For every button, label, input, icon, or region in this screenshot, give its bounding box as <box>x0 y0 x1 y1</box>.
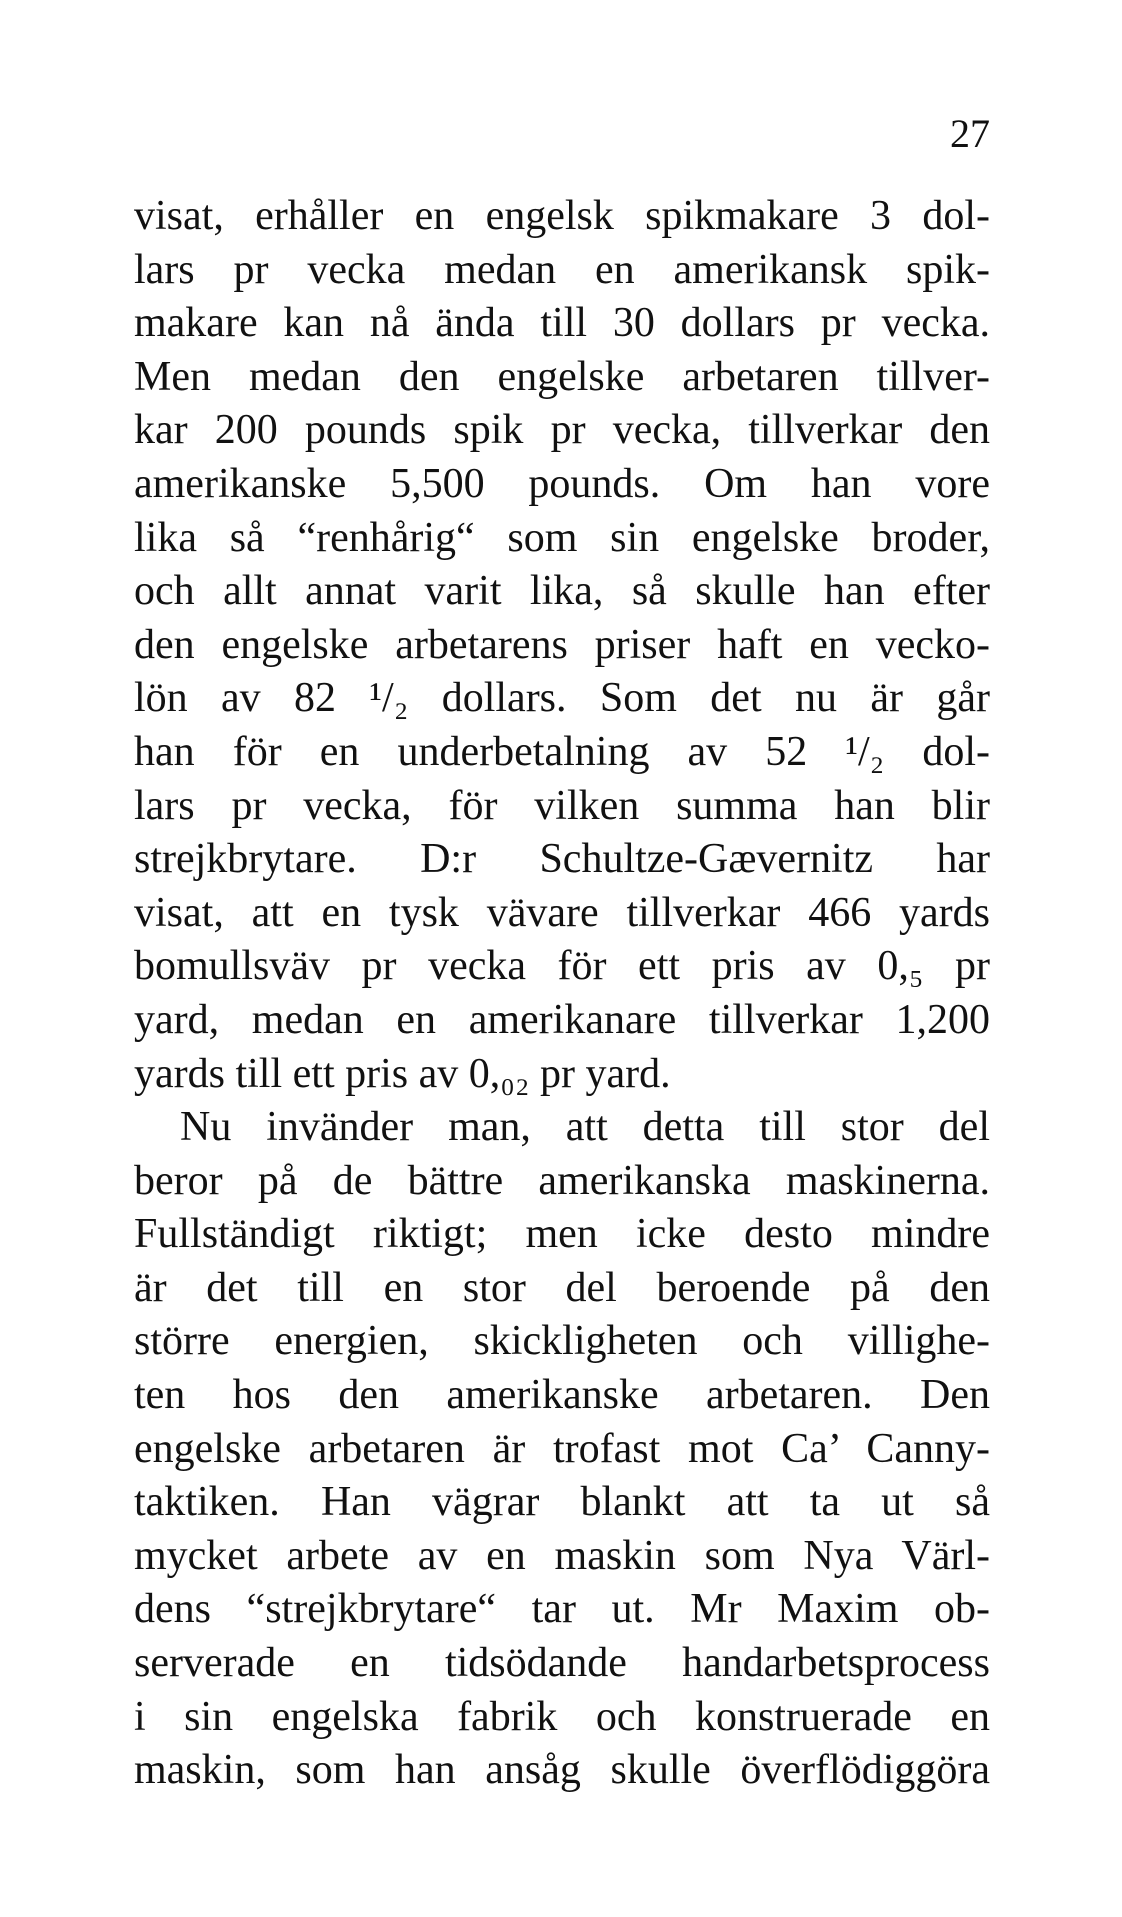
text-line: visat, erhåller en engelsk spikmakare 3 dol- <box>134 193 990 239</box>
text-line: i sin engelska fabrik och konstruerade en <box>134 1693 990 1740</box>
text-line: serverade en tidsödande handarbetsprocess <box>134 1640 990 1687</box>
text-line: Men medan den engelske arbetaren tillver- <box>134 353 990 400</box>
text-line: större energien, skickligheten och villighe- <box>134 1318 990 1365</box>
text-line: den engelske arbetarens priser haft en vecko- <box>134 621 990 668</box>
text-line: strejkbrytare. D:r Schultze-Gævernitz har <box>134 836 990 883</box>
text-line: beror på de bättre amerikanska maskinerna. <box>134 1157 990 1204</box>
body-text <box>134 190 990 1798</box>
text-line: Fullständigt riktigt; men icke desto mindre <box>134 1211 990 1258</box>
text-line: taktiken. Han vägrar blankt att ta ut så <box>134 1479 990 1526</box>
page-number: 27 <box>950 111 990 156</box>
text-line: lars pr vecka medan en amerikansk spik- <box>134 246 990 293</box>
text-line: bomullsväv pr vecka för ett pris av 0,₅ pr <box>134 943 990 990</box>
text-line: lika så “renhårig“ som sin engelske broder, <box>134 514 990 561</box>
text-line: engelske arbetaren är trofast mot Ca’ Canny- <box>134 1425 990 1472</box>
text-line: ten hos den amerikanske arbetaren. Den <box>134 1372 990 1419</box>
text-line: mycket arbete av en maskin som Nya Värl- <box>134 1532 990 1579</box>
text-line: är det till en stor del beroende på den <box>134 1264 990 1311</box>
text-line: makare kan nå ända till 30 dollars pr vecka. <box>134 300 990 347</box>
text-line: lön av 82 ¹/₂ dollars. Som det nu är går <box>134 675 990 722</box>
text-line: dens “strejkbrytare“ tar ut. Mr Maxim ob- <box>134 1586 990 1633</box>
text-line: maskin, som han ansåg skulle överflödiggöra <box>134 1747 990 1794</box>
text-line: han för en underbetalning av 52 ¹/₂ dol- <box>134 728 990 775</box>
text-line: lars pr vecka, för vilken summa han blir <box>134 782 990 829</box>
paragraph-start-line: Nu invänder man, att detta till stor del <box>180 1104 990 1151</box>
text-line: visat, att en tysk vävare tillverkar 466 yards <box>134 889 990 936</box>
text-line: yard, medan en amerikanare tillverkar 1,200 <box>134 996 990 1043</box>
text-line: kar 200 pounds spik pr vecka, tillverkar den <box>134 407 990 454</box>
text-line: amerikanske 5,500 pounds. Om han vore <box>134 460 990 507</box>
text-line: och allt annat varit lika, så skulle han efter <box>134 568 990 615</box>
paragraph-end-line: yards till ett pris av 0,₀₂ pr yard. <box>134 1050 671 1097</box>
